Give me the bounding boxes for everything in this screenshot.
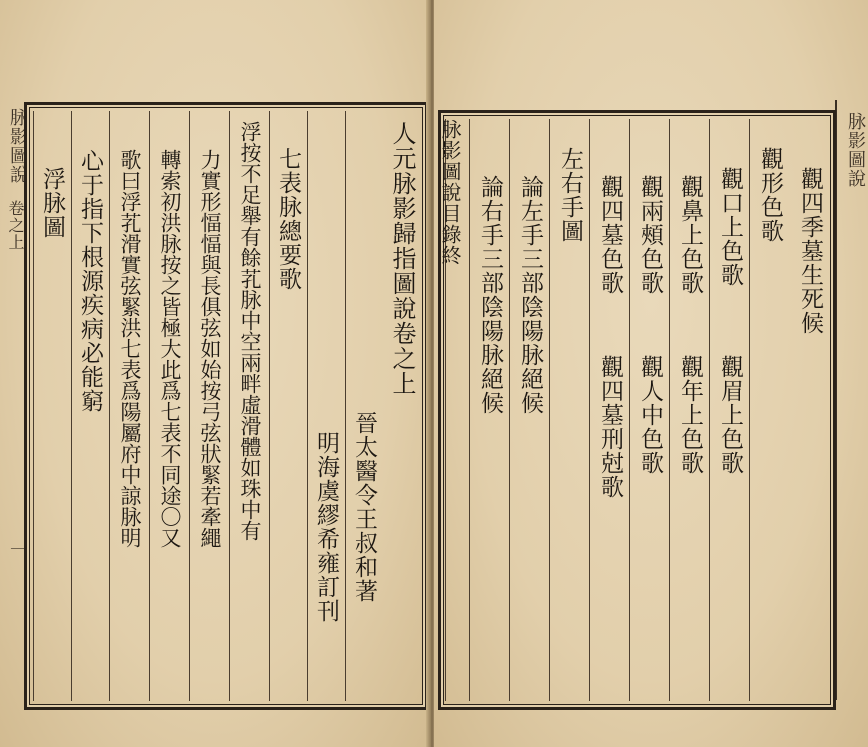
toc-entry-12: 論左手三部陰陽脉絕候 <box>509 119 549 701</box>
toc-entry-2: 觀形色歌 <box>749 119 789 701</box>
author-line: 晉太醫令王叔和著 <box>345 111 383 701</box>
toc-entry-11: 左右手圖 <box>549 119 589 701</box>
text-column-2: 力實形愊愊與長俱弦如始按弓弦狀緊若牽繩 <box>189 111 229 701</box>
text-column-3: 轉索初洪脉按之皆極大此爲七表不同途〇又 <box>149 111 189 701</box>
toc-entry-5: 觀鼻上色歌 <box>669 119 709 701</box>
right-spine-title: 脉影圖說 <box>845 112 866 188</box>
toc-entry-1: 觀四季墓生死候 <box>797 167 823 335</box>
toc-entry-9: 觀四墓色歌 <box>589 119 629 701</box>
toc-entry-13: 論右手三部陰陽脉絕候 <box>469 119 509 701</box>
left-spine-folio: 一 <box>7 540 28 559</box>
editor-line: 明海虞繆希雍訂刊 <box>307 111 345 701</box>
right-page <box>434 0 868 747</box>
left-spine-title: 脉影圖說 <box>7 108 28 184</box>
toc-end: 脉影圖說目錄終 <box>445 119 469 701</box>
section-heading: 七表脉總要歌 <box>269 111 307 701</box>
left-page <box>0 0 430 747</box>
text-column-1: 浮按不足舉有餘芤脉中空兩畔虛滑體如珠中有 <box>229 111 269 701</box>
text-column-5: 心于指下根源疾病必能窮 <box>71 111 109 701</box>
toc-entry-8: 觀人中色歌 <box>637 355 663 475</box>
toc-entry-6: 觀年上色歌 <box>677 355 703 475</box>
toc-entry-3: 觀口上色歌 <box>709 119 749 701</box>
text-column-4: 歌曰浮芤滑實弦緊洪七表爲陽屬府中諒脉明 <box>109 111 149 701</box>
left-text-frame <box>24 102 428 710</box>
left-spine-volume: 卷之上 <box>6 200 25 251</box>
figure-label: 浮脉圖 <box>33 111 71 701</box>
right-text-frame <box>438 110 836 710</box>
toc-entry-7: 觀兩頰色歌 <box>629 119 669 701</box>
toc-entry-10: 觀四墓刑尅歌 <box>597 355 623 499</box>
toc-entry-4: 觀眉上色歌 <box>717 355 743 475</box>
volume-title: 人元脉影歸指圖說卷之上 <box>388 121 416 396</box>
